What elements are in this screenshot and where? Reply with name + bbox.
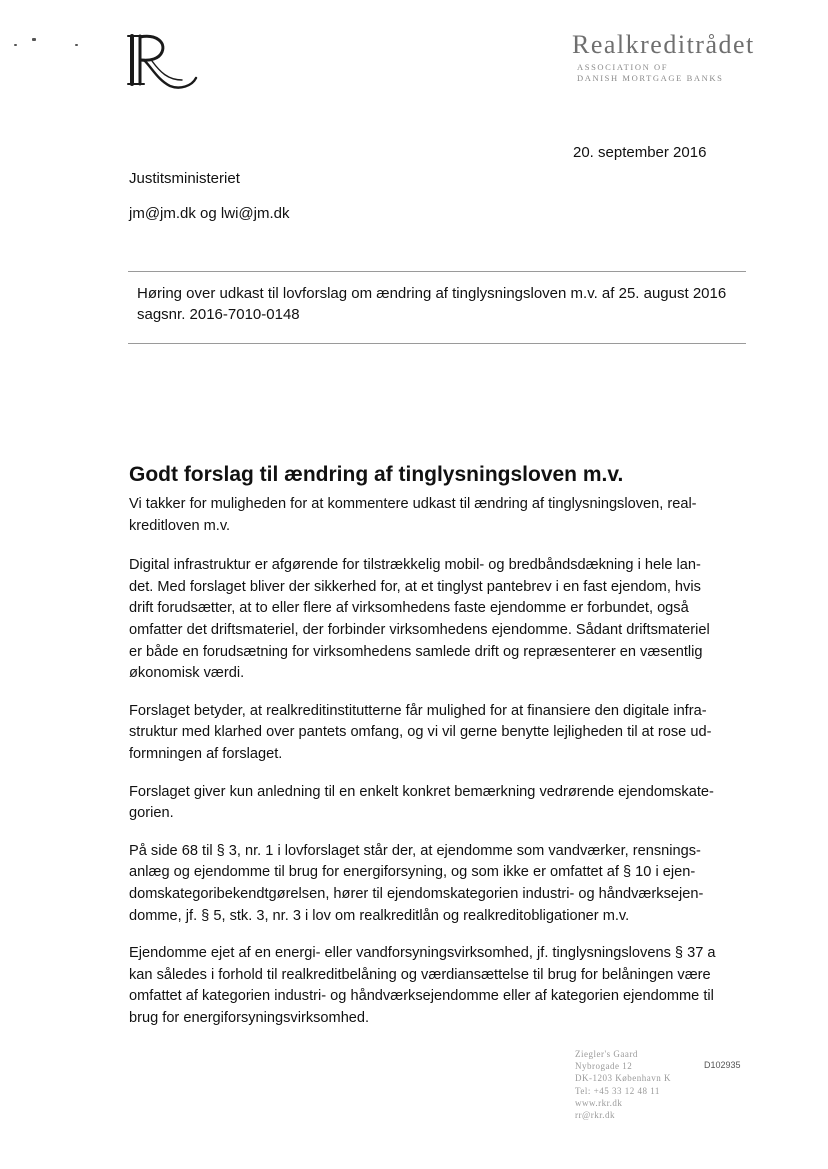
paragraph-line: er både en forudsætning for virksomhedens samlede drift og repræsenterer en væsentlig bbox=[129, 643, 703, 660]
body-paragraph bbox=[129, 782, 749, 825]
rkr-logo-icon bbox=[122, 28, 202, 92]
body-paragraph bbox=[129, 701, 749, 766]
subject-line: Høring over udkast til lovforslag om ændring af tinglysningsloven m.v. af 25. august 2016 bbox=[137, 285, 727, 302]
paragraph-line: det. Med forslaget bliver der sikkerhed for, at et tinglyst pantebrev i en fast ejendom, hvis bbox=[129, 578, 701, 595]
footer-address-line: www.rkr.dk bbox=[575, 1097, 623, 1108]
letter-heading: Godt forslag til ændring af tinglysningsloven m.v. bbox=[129, 463, 624, 486]
footer-address-line: Ziegler's Gaard bbox=[575, 1049, 638, 1059]
scan-speck bbox=[14, 44, 17, 46]
paragraph-line: økonomisk værdi. bbox=[129, 665, 245, 682]
paragraph-line: Forslaget giver kun anledning til en enkelt konkret bemærkning vedrørende ejendomskate- bbox=[129, 783, 714, 800]
paragraph-line: Forslaget betyder, at realkreditinstitutterne får mulighed for at finansiere den digitale infra- bbox=[129, 702, 707, 719]
scan-speck bbox=[75, 44, 78, 46]
footer-address-line: DK-1203 København K bbox=[575, 1073, 671, 1084]
letter-date: 20. september 2016 bbox=[573, 144, 707, 161]
document-id: D102935 bbox=[704, 1060, 741, 1070]
recipient-emails: jm@jm.dk og lwi@jm.dk bbox=[129, 205, 290, 222]
footer-address-line: rr@rkr.dk bbox=[575, 1110, 616, 1121]
paragraph-line: struktur med klarhed over pantets omfang, og vi vil gerne benytte lejligheden til at rose ud- bbox=[129, 724, 712, 741]
paragraph-line: anlæg og ejendomme til brug for energiforsyning, og som ikke er omfattet af § 10 i ejen- bbox=[129, 864, 696, 881]
paragraph-line: domme, jf. § 5, stk. 3, nr. 3 i lov om realkreditlån og realkreditobligationer m.v. bbox=[129, 907, 630, 924]
paragraph-line: Vi takker for muligheden for at kommentere udkast til ændring af tinglysningsloven, real- bbox=[129, 496, 697, 512]
body-paragraph bbox=[129, 943, 749, 1029]
divider bbox=[128, 271, 746, 272]
org-name: Realkreditrådet bbox=[572, 30, 755, 59]
org-subtitle-line: DANISH MORTGAGE BANKS bbox=[577, 73, 724, 83]
paragraph-line: På side 68 til § 3, nr. 1 i lovforslaget står der, at ejendomme som vandværker, rensnings- bbox=[129, 842, 701, 859]
letter-body bbox=[129, 494, 749, 1045]
footer-address-line: Tel: +45 33 12 48 11 bbox=[575, 1085, 660, 1096]
body-paragraph bbox=[129, 494, 749, 537]
paragraph-line: omfatter det driftsmateriel, der forbinder virksomhedens ejendomme. Sådant driftsmateriel bbox=[129, 621, 710, 638]
paragraph-line: kan således i forhold til realkreditbelåning og værdiansættelse til brug for belåningen være bbox=[129, 966, 711, 983]
subject-block bbox=[137, 283, 726, 325]
case-number: sagsnr. 2016-7010-0148 bbox=[137, 306, 300, 323]
paragraph-line: Ejendomme ejet af en energi- eller vandforsyningsvirksomhed, jf. tinglysningslovens § 37 a bbox=[129, 945, 716, 962]
divider bbox=[128, 343, 746, 344]
body-paragraph bbox=[129, 841, 749, 927]
paragraph-line: formningen af forslaget. bbox=[129, 745, 283, 762]
scan-speck bbox=[32, 38, 36, 41]
org-subtitle-line: ASSOCIATION OF bbox=[577, 62, 669, 72]
footer-address-line: Nybrogade 12 bbox=[575, 1061, 633, 1072]
paragraph-line: Digital infrastruktur er afgørende for tilstrækkelig mobil- og bredbåndsdækning i hele lan- bbox=[129, 557, 701, 574]
paragraph-line: brug for energiforsyningsvirksomhed. bbox=[129, 1009, 370, 1026]
address-footer bbox=[575, 1048, 671, 1121]
paragraph-line: drift forudsætter, at to eller flere af virksomhedens faste ejendomme er forbundet, også bbox=[129, 600, 689, 617]
paragraph-line: gorien. bbox=[129, 805, 174, 822]
recipient: Justitsministeriet bbox=[129, 170, 240, 187]
paragraph-line: omfattet af kategorien industri- og håndværksejendomme eller af kategorien ejendomme til bbox=[129, 988, 714, 1005]
paragraph-line: kreditloven m.v. bbox=[129, 517, 231, 534]
body-paragraph bbox=[129, 555, 749, 685]
paragraph-line: domskategoribekendtgørelsen, hører til ejendomskategorien industri- og håndværksejen- bbox=[129, 885, 704, 902]
